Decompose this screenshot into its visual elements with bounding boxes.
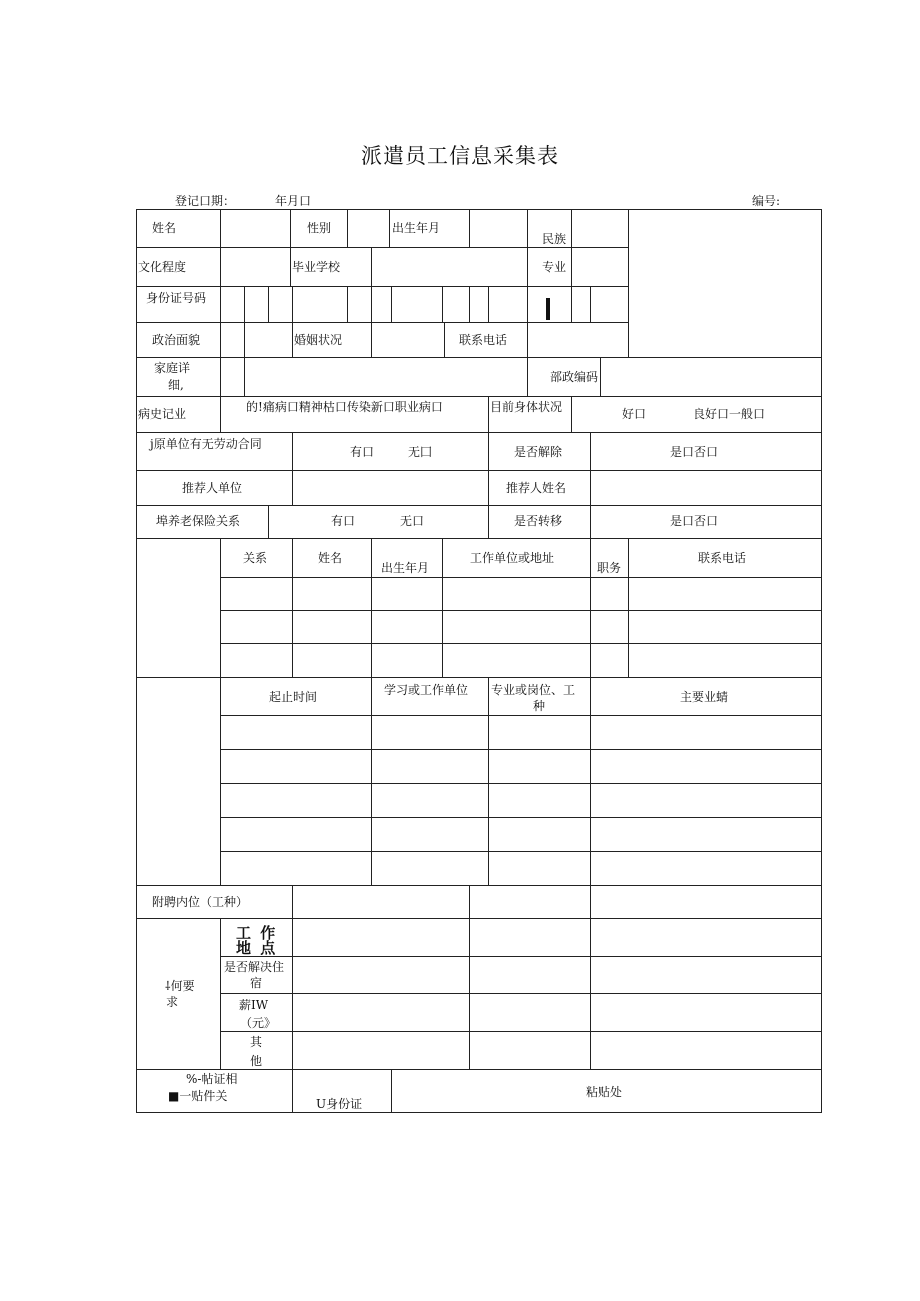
label-requirement-2: 求 <box>166 995 179 1009</box>
label-education: 文化程度 <box>138 260 187 274</box>
label-salary-2: （元》 <box>240 1016 277 1030</box>
label-position: 附聘内位（工种） <box>152 895 249 909</box>
label-location: 工 作 <box>236 924 278 942</box>
label-postcode: 部政编码 <box>550 370 599 384</box>
label-referrer-name: 推荐人姓名 <box>506 481 567 495</box>
transfer-options: 是口否口 <box>670 514 719 528</box>
family-header-phone: 联系电话 <box>698 551 747 565</box>
label-id-card: U身份证 <box>316 1097 363 1111</box>
label-major: 专业 <box>542 260 567 274</box>
label-attach-2: ■一贴件关 <box>168 1089 228 1103</box>
label-phone: 联系电话 <box>459 333 508 347</box>
medical-options: 的!痛病口精神枯口传染新口职业病口 <box>246 400 443 414</box>
dissolved-options: 是口否口 <box>670 445 719 459</box>
family-header-relation: 关系 <box>243 551 268 565</box>
family-header-birth: 出生年月 <box>381 561 430 575</box>
label-attach: %-帖证相 <box>186 1072 238 1086</box>
label-location-2: 地 点 <box>236 939 278 957</box>
date-value: 年月口 <box>275 194 312 208</box>
health-options: 良好口一般口 <box>693 407 766 421</box>
label-housing-2: 宿 <box>250 976 263 990</box>
label-transfer: 是否转移 <box>514 514 563 528</box>
label-referrer-unit: 推荐人单位 <box>182 481 243 495</box>
family-header-title: 职务 <box>597 561 622 575</box>
label-other: 其 <box>250 1035 263 1049</box>
pension-yes: 有口 <box>331 514 356 528</box>
id-divider-mark <box>546 298 550 320</box>
label-paste: 粘贴处 <box>586 1085 623 1099</box>
page-title: 派遣员工信息采集表 <box>361 144 559 168</box>
exp-header-job: 专业或岗位、工 <box>491 683 576 697</box>
exp-header-job-2: 种 <box>533 699 546 713</box>
label-contract: j原单位有无劳动合同 <box>150 437 262 451</box>
label-address-2: 细, <box>168 378 184 392</box>
label-name: 姓名 <box>152 221 177 235</box>
label-dissolved: 是否解除 <box>514 445 563 459</box>
label-housing: 是否解决住 <box>224 960 285 974</box>
label-medical: 病史记业 <box>138 407 187 421</box>
label-school: 毕业学校 <box>292 260 341 274</box>
label-address: 家庭详 <box>154 361 191 375</box>
label-ethnicity: 民族 <box>542 232 567 246</box>
label-pension: 埠养老保险关系 <box>156 514 241 528</box>
label-requirement: ⸸何要 <box>165 979 195 993</box>
health-good: 好口 <box>622 407 647 421</box>
label-marital: 婚姻状况 <box>294 333 343 347</box>
label-salary: 薪IW <box>239 998 269 1012</box>
date-label: 登记口期： <box>175 194 236 208</box>
exp-header-unit: 学习或工作单位 <box>384 683 469 697</box>
exp-header-period: 起止时间 <box>269 690 318 704</box>
family-header-name: 姓名 <box>318 551 343 565</box>
contract-yes: 有口 <box>350 445 375 459</box>
label-id-number: 身份证号码 <box>146 291 207 305</box>
label-gender: 性别 <box>307 221 332 235</box>
label-birth: 出生年月 <box>392 221 441 235</box>
family-header-employer: 工作单位或地址 <box>470 551 555 565</box>
number-label: 编号: <box>752 194 781 208</box>
contract-no: 无囗 <box>408 445 433 459</box>
label-political: 政治面貌 <box>152 333 201 347</box>
label-other-2: 他 <box>250 1054 263 1068</box>
label-health: 目前身体状况 <box>490 400 563 414</box>
pension-no: 无口 <box>400 514 425 528</box>
exp-header-achievement: 主要业蜻 <box>680 690 729 704</box>
